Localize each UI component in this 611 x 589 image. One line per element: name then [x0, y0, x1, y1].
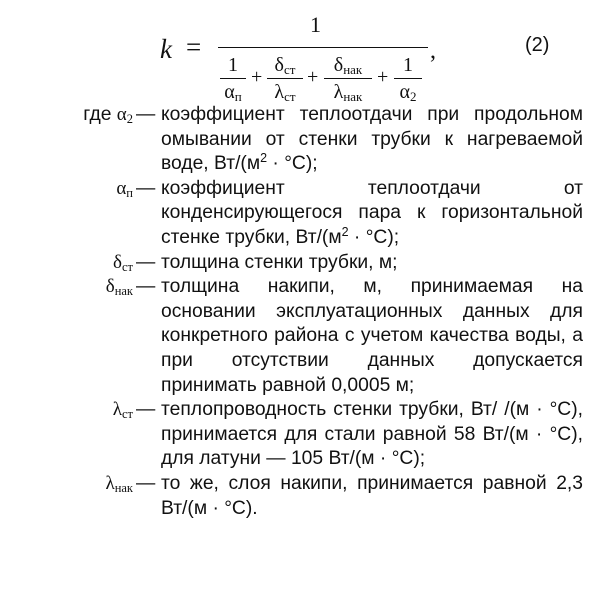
formula-plus-3: +: [377, 66, 389, 88]
definitions-list: [0, 103, 611, 521]
definition-symbol: где $\alpha_2$: [83, 104, 133, 126]
definition-text: теплопроводность стенки трубки, Вт/ /(м · °С), принимается для стали равной 58 Вт/(м · °С), для латуни — 105 Вт/(м · °С);: [161, 399, 583, 470]
term-4-denominator: $\alpha_2$: [399, 81, 417, 104]
definition-alpha-2: [0, 103, 611, 177]
definition-symbol: $\lambda_{ст}$: [112, 399, 133, 422]
definition-dash: —: [136, 399, 156, 421]
formula-plus-1: +: [251, 66, 263, 88]
formula-main-fraction-bar: [218, 47, 428, 48]
definition-dash: —: [136, 177, 156, 199]
term-2-denominator: $\lambda_{ст}$: [274, 81, 296, 104]
definition-lambda-st: [0, 398, 611, 472]
term-1-numerator: 1: [228, 54, 238, 76]
formula-plus-2: +: [307, 66, 319, 88]
definition-dash: —: [136, 104, 156, 125]
definition-text: коэффициент теплоотдачи от конденсирующегося пара к горизонтальной стенке трубки, $Вт/(м^2 \cdot ^\circ С)$;: [161, 177, 583, 248]
definition-dash: —: [136, 251, 156, 273]
definition-text: коэффициент теплоотдачи при продольном омывании от стенки трубки к нагреваемой воде, $Вт/(м^2 \cdot ^\circ С)$;: [161, 104, 583, 175]
formula-k: [160, 8, 450, 102]
term-2-bar: [267, 78, 303, 79]
formula-term-1: [220, 54, 246, 104]
equation-number: (2): [525, 34, 550, 56]
term-1-denominator: $\alpha_п$: [224, 81, 242, 104]
definition-delta-st: [0, 251, 611, 276]
definition-text: толщина стенки трубки, м;: [161, 251, 398, 273]
formula-term-2: [267, 54, 303, 104]
term-4-bar: [394, 78, 422, 79]
definition-dash: —: [136, 276, 156, 298]
term-3-denominator: $\lambda_{нак}$: [333, 81, 363, 104]
definition-lambda-nak: [0, 472, 611, 521]
definition-symbol: $\lambda_{нак}$: [105, 472, 133, 495]
term-4-numerator: 1: [403, 54, 413, 76]
formula-term-3: [324, 54, 372, 104]
definition-symbol: $\alpha_п$: [116, 177, 133, 200]
term-3-bar: [324, 78, 372, 79]
term-3-numerator: $\delta_{нак}$: [333, 54, 363, 77]
definition-text: толщина накипи, м, принимаемая на основании эксплуатационных данных для конкретного района с учетом качества воды, а при отсутствии данных допускается принимать равной 0,0005 м;: [161, 276, 583, 396]
formula-numerator: 1: [310, 12, 321, 37]
definition-delta-nak: [0, 275, 611, 398]
formula-lhs: k: [160, 34, 172, 64]
formula-term-4: [394, 54, 422, 104]
definition-text: то же, слоя накипи, принимается равной 2,3 Вт/(м · °С).: [161, 472, 583, 519]
definition-symbol: $\delta_{ст}$: [113, 251, 133, 274]
term-1-bar: [220, 78, 246, 79]
definition-dash: —: [136, 472, 156, 494]
formula-comma: ,: [430, 38, 436, 64]
term-2-numerator: $\delta_{ст}$: [274, 54, 296, 77]
formula-equals: =: [186, 32, 202, 62]
definition-alpha-p: [0, 177, 611, 251]
definition-symbol: $\delta_{нак}$: [105, 276, 133, 299]
